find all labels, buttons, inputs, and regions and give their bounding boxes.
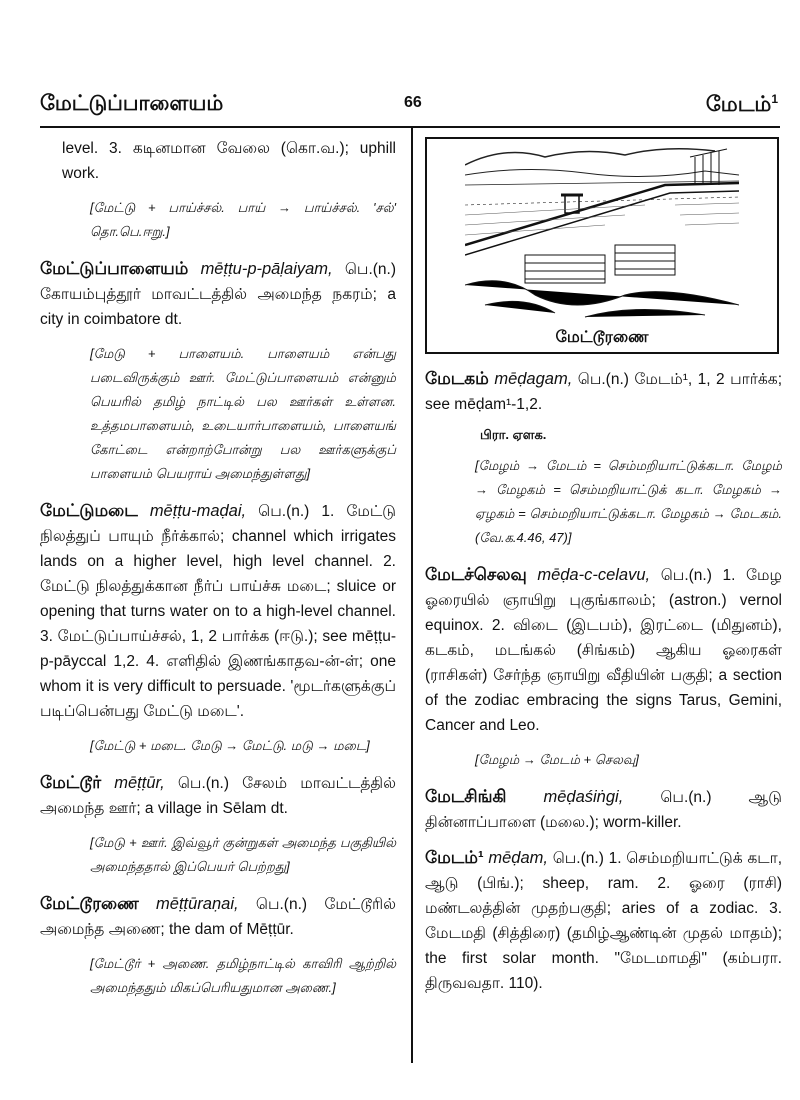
headword: மேட்டுப்பாளையம் (40, 259, 189, 278)
headword: மேட்டுமடை (40, 501, 138, 520)
transliteration: mēṭṭūraṇai, (156, 895, 239, 913)
definition: பெ.(n.) மேடம்¹, 1, 2 பார்க்க; see mēḍam¹-1,2. (425, 371, 782, 413)
etymology-7: [மேழம் → மேடம் + செலவு] (475, 752, 639, 767)
entry-mettur (40, 770, 396, 821)
figure-caption: மேட்டூரணை (555, 329, 649, 346)
dam-illustration (425, 137, 779, 354)
entry-medam (425, 845, 782, 996)
transliteration: mēḍagam, (494, 370, 573, 388)
entry-mettumadai (40, 498, 396, 724)
header-right-guideword (706, 92, 778, 119)
entry-medaccelavu (425, 562, 782, 738)
page-number: 66 (404, 94, 422, 111)
headword: மேடகம் (425, 369, 489, 388)
right-column (425, 137, 782, 1006)
definition: பெ.(n.) 1. மேழ ஓரையில் ஞாயிறு புகுங்காலம்; (astron.) vernol equinox. 2. விடை (இடபம்), இரட்டை (மிதுனம்), கடகம், மடங்கல் (சிங்கம்) ஆகிய ஓரைகள் (ராசிகள்) சேர்ந்த ஞாயிறு வீதியின் பகுதி; a section of the zodiac embracing the signs Tarus, Gemini, Cancer and Leo. (425, 567, 782, 734)
entry-medasingi (425, 784, 782, 835)
definition: பெ.(n.) 1. செம்மறியாட்டுக் கடா, ஆடு (பிங்.); sheep, ram. 2. ஓரை (ராசி) மண்டலத்தின் முதற்பகுதி; aries of a zodiac. 3. மேடமதி (சித்திரை) (தமிழ்ஆண்டின் முதல் மாதம்); the first solar month. "மேடமாமதி" (கம்பரா. திருவவதா. 110). (425, 850, 783, 992)
definition: பெ.(n.) மேட்டூரில் அமைந்த அணை; the dam of Mēṭṭūr. (40, 896, 396, 938)
headword: மேடம்¹ (425, 848, 484, 867)
cognate-note: பிரா. ஏளக. (480, 427, 547, 442)
header-right-sup: 1 (771, 92, 778, 106)
etymology-5: [மேட்டூர் + அணை. தமிழ்நாட்டில் காவிரி ஆற்றில் அமைந்ததும் மிகப்பெரியதுமான அணை.] (90, 956, 396, 995)
headword: மேட்டூர் (40, 773, 102, 792)
headword: மேடசிங்கி (425, 787, 507, 806)
header-left-guideword: மேட்டுப்பாளையம் (40, 92, 224, 115)
etymology-4: [மேடு + ஊர். இவ்வூர் குன்றுகள் அமைந்த பகுதியில் அமைந்ததால் இப்பெயர் பெற்றது] (90, 835, 396, 874)
transliteration: mēḍa-c-celavu, (537, 566, 651, 584)
page-header (40, 92, 778, 122)
headword: மேட்டூரணை (40, 894, 139, 913)
entry-metturanai (40, 891, 396, 942)
definition: பெ.(n.) 1. மேட்டு நிலத்துப் பாயும் நீர்க்கால்; channel which irrigates lands on a higher level, high level channel. 2. மேட்டு நிலத்துக்கான நீர்ப் பாய்ச்சு மடை; sluice or opening that turns water on to a high-level channel. 3. மேட்டுப்பாய்ச்சல், 1, 2 பார்க்க (ஈடு.); see mēṭṭu-p-pāyccal 1,2. 4. எளிதில் இணங்காதவ-ன்-ள்; one whom it is very difficult to persuade. 'மூடர்களுக்குப் படிப்பென்பது மேட்டு மடை'. (40, 503, 397, 720)
transliteration: mēḍam, (488, 849, 548, 867)
entry-mettuppalaiyam (40, 256, 396, 332)
definition: பெ.(n.) சேலம் மாவட்டத்தில் அமைந்த ஊர்; a village in Sēlam dt. (40, 775, 397, 817)
transliteration: mēṭṭu-p-pāḷaiyam, (200, 260, 333, 278)
transliteration: mēṭṭu-maḍai, (149, 502, 247, 520)
column-divider (411, 128, 413, 1063)
transliteration: mēḍaśiṅgi, (543, 788, 624, 806)
header-rule (40, 126, 780, 128)
entry-medagam (425, 366, 782, 417)
etymology-6: [மேழம் → மேடம் = செம்மறியாட்டுக்கடா. மேழம் → மேழகம் = செம்மறியாட்டுக் கடா. மேழகம் → ஏழகம் = செம்மறியாட்டுக்கடா. மேழகம் → மேடகம். (வே.க.4.46, 47)] (475, 458, 782, 545)
left-column (40, 132, 396, 1012)
continued-entry: level. 3. கடினமான வேலை (கொ.வ.); uphill work. (62, 140, 396, 182)
dam-drawing (465, 145, 739, 325)
transliteration: mēṭṭūr, (114, 774, 165, 792)
etymology-3: [மேட்டு + மடை. மேடு → மேட்டு. மடு → மடை] (90, 738, 370, 753)
headword: மேடச்செலவு (425, 565, 527, 584)
definition: பெ.(n.) ஆடு தின்னாப்பாளை (மலை.); worm-killer. (425, 789, 782, 831)
etymology-1: [மேட்டு + பாய்ச்சல். பாய் → பாய்ச்சல். 'சல்' தொ.பெ.ஈறு.] (90, 200, 396, 239)
header-right-text: மேடம் (705, 93, 772, 116)
etymology-2: [மேடு + பாளையம். பாளையம் என்பது படைவிருக்கும் ஊர். மேட்டுப்பாளையம் என்னும் பெயரில் தமிழ் நாட்டில் பல ஊர்கள் உள்ளன. உத்தமபாளையம், உடையார்பாளையம், பாளையங் கோட்டை என்றாற்போன்று பல ஊர்களுக்குப் பாளையம் பெயராய் அமைந்துள்ளது] (90, 346, 396, 481)
definition: பெ.(n.) கோயம்புத்தூர் மாவட்டத்தில் அமைந்த நகரம்; a city in coimbatore dt. (40, 261, 397, 328)
